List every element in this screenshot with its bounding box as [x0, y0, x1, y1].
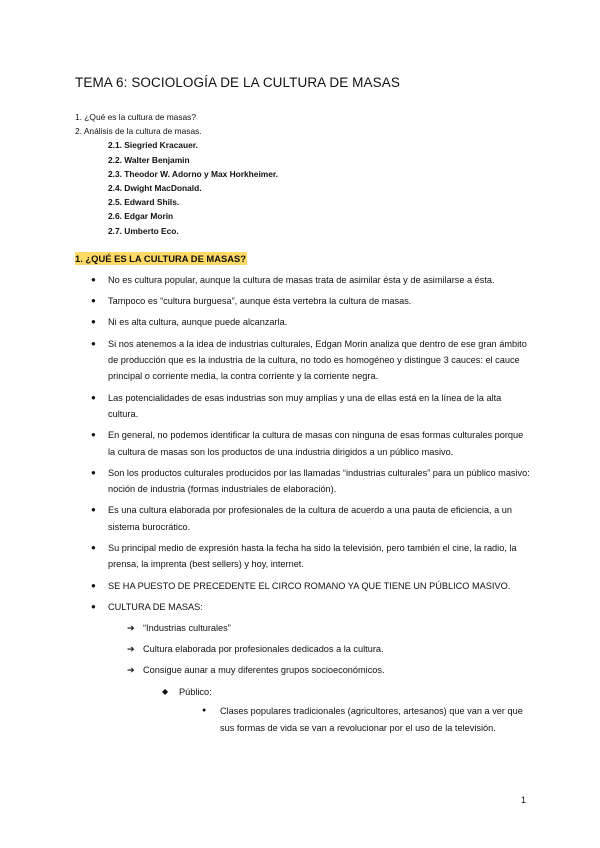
- bullet-dot-icon: ●: [202, 707, 207, 715]
- list-item-text: Su principal medio de expresión hasta la fecha ha sido la televisión, pero también el cine, la radio, la prensa, la imprenta (best sellers) y hoy, internet.: [108, 543, 517, 570]
- list-item-text: Son los productos culturales producidos por las llamadas “industrias culturales” para un público masivo: noción de industria (formas industriales de elaboración).: [108, 467, 530, 495]
- list-item-text: CULTURA DE MASAS:: [108, 601, 203, 612]
- list-item: [75, 465, 530, 498]
- arrow-list-item: [75, 620, 530, 636]
- list-item-text: Es una cultura elaborada por profesionales de la cultura de acuerdo a una pauta de eficiencia, a un sistema burocrático.: [108, 505, 513, 532]
- list-item: [75, 540, 530, 573]
- arrow-item-text: “Industrias culturales”: [143, 623, 231, 634]
- section-heading: 1. ¿QUÉ ES LA CULTURA DE MASAS?: [75, 253, 247, 264]
- list-item: [75, 293, 530, 309]
- list-item: [75, 502, 530, 535]
- sub-item-text: Clases populares tradicionales (agricultores, artesanos) que van a ver que sus formas de vida se van a revolucionar por el uso de la televisión.: [220, 706, 523, 733]
- arrow-list-item: [75, 641, 530, 657]
- bullet-dot-icon: ●: [91, 338, 96, 348]
- toc-item: 2.7. Umberto Eco.: [108, 225, 179, 236]
- bullet-dot-icon: ●: [91, 317, 96, 327]
- diamond-icon: ◆: [162, 686, 169, 696]
- list-item: [75, 599, 530, 615]
- list-item-text: En general, no podemos identificar la cultura de masas con ninguna de esas formas culturales porque la cultura de masas son los productos de una industria dirigidos a un público masivo.: [108, 430, 524, 457]
- arrow-right-icon: ➔: [127, 665, 135, 676]
- bullet-dot-icon: ●: [91, 543, 96, 553]
- list-item-text: SE HA PUESTO DE PRECEDENTE EL CIRCO ROMANO YA QUE TIENE UN PÚBLICO MASIVO.: [108, 580, 511, 591]
- document-title: TEMA 6: SOCIOLOGÍA DE LA CULTURA DE MASAS: [75, 75, 400, 90]
- diamond-list-item: [75, 684, 530, 700]
- bullet-dot-icon: ●: [91, 580, 96, 590]
- toc-item: 2. Análisis de la cultura de masas.: [75, 126, 202, 137]
- page-number: 1: [521, 795, 527, 805]
- arrow-item-text: Cultura elaborada por profesionales dedicados a la cultura.: [143, 644, 384, 655]
- bullet-dot-icon: ●: [91, 392, 96, 402]
- list-item: [75, 390, 530, 423]
- list-item-text: No es cultura popular, aunque la cultura de masas trata de asimilar ésta y de asimilarse a ésta.: [108, 275, 495, 285]
- arrow-right-icon: ➔: [127, 644, 135, 655]
- list-item: [75, 578, 530, 594]
- toc-item: 2.5. Edward Shils.: [108, 197, 180, 208]
- toc-item: 1. ¿Qué es la cultura de masas?: [75, 112, 197, 122]
- bullet-list: [75, 272, 530, 736]
- list-item: [75, 314, 530, 330]
- toc-item: 2.2. Walter Benjamin: [108, 154, 190, 165]
- toc-item: 2.4. Dwight MacDonald.: [108, 183, 202, 194]
- bullet-dot-icon: ●: [91, 601, 96, 611]
- bullet-dot-icon: ●: [91, 296, 96, 306]
- list-item: [75, 427, 530, 460]
- diamond-item-text: Público:: [179, 686, 212, 697]
- arrow-list-item: [75, 662, 530, 678]
- list-item-text: Si nos atenemos a la idea de industrias culturales, Edgan Morin analiza que dentro de ese gran ámbito de producción que es la industria de la cultura, no todo es homogéneo y distingue 3 cauces: el cauce principal o corriente media, la contra corriente y la corriente negra.: [108, 338, 527, 382]
- bullet-dot-icon: ●: [91, 275, 96, 284]
- list-item-text: Ni es alta cultura, aunque puede alcanzarla.: [108, 317, 288, 328]
- table-of-contents: [75, 110, 278, 238]
- bullet-dot-icon: ●: [91, 467, 96, 477]
- toc-item: 2.6. Edgar Morin: [108, 211, 174, 222]
- arrow-item-text: Consigue aunar a muy diferentes grupos socioeconómicos.: [143, 665, 385, 676]
- list-item: [75, 336, 530, 385]
- toc-item: 2.3. Theodor W. Adorno y Max Horkheimer.: [108, 168, 279, 179]
- bullet-dot-icon: ●: [91, 430, 96, 440]
- list-item-text: Las potencialidades de esas industrias son muy amplias y una de ellas está en la línea de la alta cultura.: [108, 392, 502, 420]
- arrow-right-icon: ➔: [127, 623, 135, 634]
- list-item-text: Tampoco es “cultura burguesa”, aunque ésta vertebra la cultura de masas.: [108, 296, 412, 307]
- list-item: [75, 272, 530, 288]
- bullet-dot-icon: ●: [91, 505, 96, 515]
- sub-list-item: [75, 703, 530, 736]
- toc-item: 2.1. Siegried Kracauer.: [108, 140, 198, 151]
